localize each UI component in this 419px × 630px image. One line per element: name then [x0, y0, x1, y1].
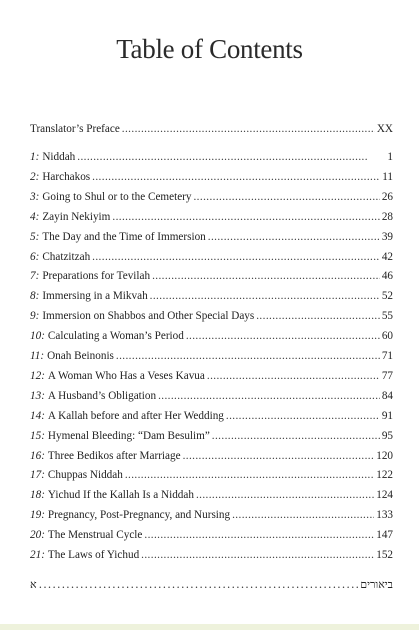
- dot-leader: [39, 577, 359, 593]
- toc-entry[interactable]: [30, 388, 393, 404]
- toc-entry-page: 122: [376, 469, 393, 482]
- toc-entry[interactable]: [30, 408, 393, 424]
- dot-leader: [144, 527, 374, 543]
- toc-entry[interactable]: [30, 189, 393, 205]
- toc-entry-page: 52: [381, 290, 393, 303]
- toc-entry-page: 60: [381, 330, 393, 343]
- toc-entry[interactable]: [30, 249, 393, 265]
- toc-entry-page: 71: [381, 350, 393, 362]
- dot-leader: [208, 229, 380, 245]
- toc-entry-page: 26: [381, 190, 393, 203]
- dot-leader: [92, 169, 380, 185]
- toc-entry[interactable]: [30, 328, 393, 344]
- toc-entry-number: 15:: [30, 429, 45, 442]
- dot-leader: [183, 448, 375, 464]
- page-title: Table of Contents: [116, 34, 303, 64]
- dot-leader: [193, 189, 379, 205]
- dot-leader: [207, 368, 380, 384]
- dot-leader: [116, 348, 380, 364]
- toc-entry-label: Going to Shul or to the Cemetery: [42, 190, 192, 203]
- toc-entry-page: 147: [376, 529, 393, 542]
- toc-entry-page: 55: [381, 310, 393, 323]
- toc-entry-label: Calculating a Woman’s Period: [47, 330, 184, 343]
- dot-leader: [112, 209, 379, 225]
- toc-entry-label: Preparations for Tevilah: [42, 270, 151, 283]
- toc-entry-page: 28: [381, 210, 393, 223]
- toc-entry-number: 9:: [30, 310, 40, 323]
- toc-entry[interactable]: [30, 308, 393, 324]
- toc-entry[interactable]: [30, 288, 393, 304]
- toc-entry-label: A Husband’s Obligation: [47, 389, 157, 402]
- toc-entry-number: 7:: [30, 270, 40, 283]
- toc-entry-label: Harchakos: [42, 170, 91, 183]
- toc-entry-label: Zayin Nekiyim: [42, 210, 111, 223]
- toc-hebrew-label: ביאורים: [360, 578, 393, 591]
- toc-entry-label: Niddah: [42, 151, 76, 163]
- toc-hebrew-page: א: [30, 578, 37, 591]
- toc-entry[interactable]: [30, 268, 393, 284]
- toc-entry-label: A Woman Who Has a Veses Kavua: [47, 369, 205, 382]
- toc-entry-number: 19:: [30, 509, 45, 522]
- toc-entry-label: Chuppas Niddah: [47, 469, 123, 482]
- toc-entry[interactable]: [30, 448, 393, 464]
- toc-entry-page: 46: [381, 270, 393, 283]
- toc-entry-number: 8:: [30, 290, 40, 303]
- dot-leader: [92, 249, 380, 265]
- toc-entry[interactable]: [30, 348, 393, 364]
- dot-leader: [122, 121, 375, 137]
- toc-entry-label: Pregnancy, Post-Pregnancy, and Nursing: [47, 509, 231, 522]
- toc-entry[interactable]: [30, 507, 393, 523]
- toc-entry[interactable]: [30, 487, 393, 503]
- toc-entry-label: The Laws of Yichud: [47, 549, 140, 561]
- toc-entry[interactable]: [30, 368, 393, 384]
- toc-entry[interactable]: [30, 428, 393, 444]
- toc-entry-number: 18:: [30, 489, 45, 502]
- toc-entry[interactable]: [30, 169, 393, 185]
- toc-entry-page: 77: [381, 369, 393, 382]
- dot-leader: [226, 408, 380, 424]
- toc-entry-label: A Kallah before and after Her Wedding: [47, 409, 224, 422]
- toc-entry-page: 120: [376, 449, 393, 462]
- toc-entry-page: 124: [376, 489, 393, 502]
- toc-entry-number: 2:: [30, 170, 40, 183]
- toc-entry-label: Immersion on Shabbos and Other Special Days: [42, 310, 255, 323]
- toc-entry-page: 1: [387, 151, 393, 163]
- toc-entry-number: 12:: [30, 369, 45, 382]
- toc-entry-number: 11:: [30, 350, 45, 362]
- dot-leader: [212, 428, 380, 444]
- toc-entry-label: Immersing in a Mikvah: [42, 290, 148, 303]
- toc-entry-page: 39: [381, 230, 393, 243]
- toc-entry-label: Three Bedikos after Marriage: [47, 449, 181, 462]
- toc-entry-page: 11: [382, 170, 393, 183]
- toc-entry[interactable]: [30, 527, 393, 543]
- dot-leader: [256, 308, 380, 324]
- toc-hebrew-row[interactable]: [30, 577, 393, 593]
- toc-entry-page: 42: [381, 250, 393, 263]
- toc-entry-label: Onah Beinonis: [47, 350, 114, 362]
- dot-leader: [125, 467, 374, 483]
- toc-entry-label: The Menstrual Cycle: [47, 529, 143, 542]
- toc-entry-page: 91: [381, 409, 393, 422]
- toc-entry[interactable]: [30, 547, 393, 563]
- toc-entry-number: 10:: [30, 330, 45, 343]
- dot-leader: [77, 149, 385, 165]
- dot-leader: [232, 507, 374, 523]
- toc-entry-page: 152: [376, 549, 393, 561]
- toc-entry-number: 14:: [30, 409, 45, 422]
- toc-entry[interactable]: [30, 149, 393, 165]
- toc-entry-page: 95: [381, 429, 393, 442]
- toc-entry[interactable]: [30, 209, 393, 225]
- dot-leader: [158, 388, 380, 404]
- dot-leader: [150, 288, 380, 304]
- toc-entry-label: Chatzitzah: [42, 250, 91, 263]
- toc-entry-page: 133: [376, 509, 393, 522]
- dot-leader: [141, 547, 374, 563]
- toc-entry-number: 20:: [30, 529, 45, 542]
- dot-leader: [186, 328, 380, 344]
- toc-entry-number: 6:: [30, 250, 40, 263]
- toc-entry-label: Hymenal Bleeding: “Dam Besulim”: [47, 429, 210, 442]
- toc-preface-page: XX: [376, 123, 393, 135]
- toc-entry-page: 84: [381, 389, 393, 402]
- toc-entry-number: 5:: [30, 230, 40, 243]
- toc-entry-number: 16:: [30, 449, 45, 462]
- page-edge-band: [0, 624, 419, 630]
- toc-entry-number: 21:: [30, 549, 45, 561]
- toc-preface-label: Translator’s Preface: [30, 123, 120, 135]
- toc-entry-number: 17:: [30, 469, 45, 482]
- toc-entry[interactable]: [30, 467, 393, 483]
- toc-entry-number: 3:: [30, 190, 40, 203]
- toc-entry-number: 4:: [30, 210, 40, 223]
- toc-entry-label: The Day and the Time of Immersion: [42, 230, 206, 243]
- toc-entry-number: 13:: [30, 389, 45, 402]
- dot-leader: [152, 268, 380, 284]
- toc-entry[interactable]: [30, 229, 393, 245]
- dot-leader: [196, 487, 374, 503]
- toc-entry-number: 1:: [30, 151, 40, 163]
- toc-entry-label: Yichud If the Kallah Is a Niddah: [47, 489, 194, 502]
- toc-preface-row[interactable]: [30, 121, 393, 137]
